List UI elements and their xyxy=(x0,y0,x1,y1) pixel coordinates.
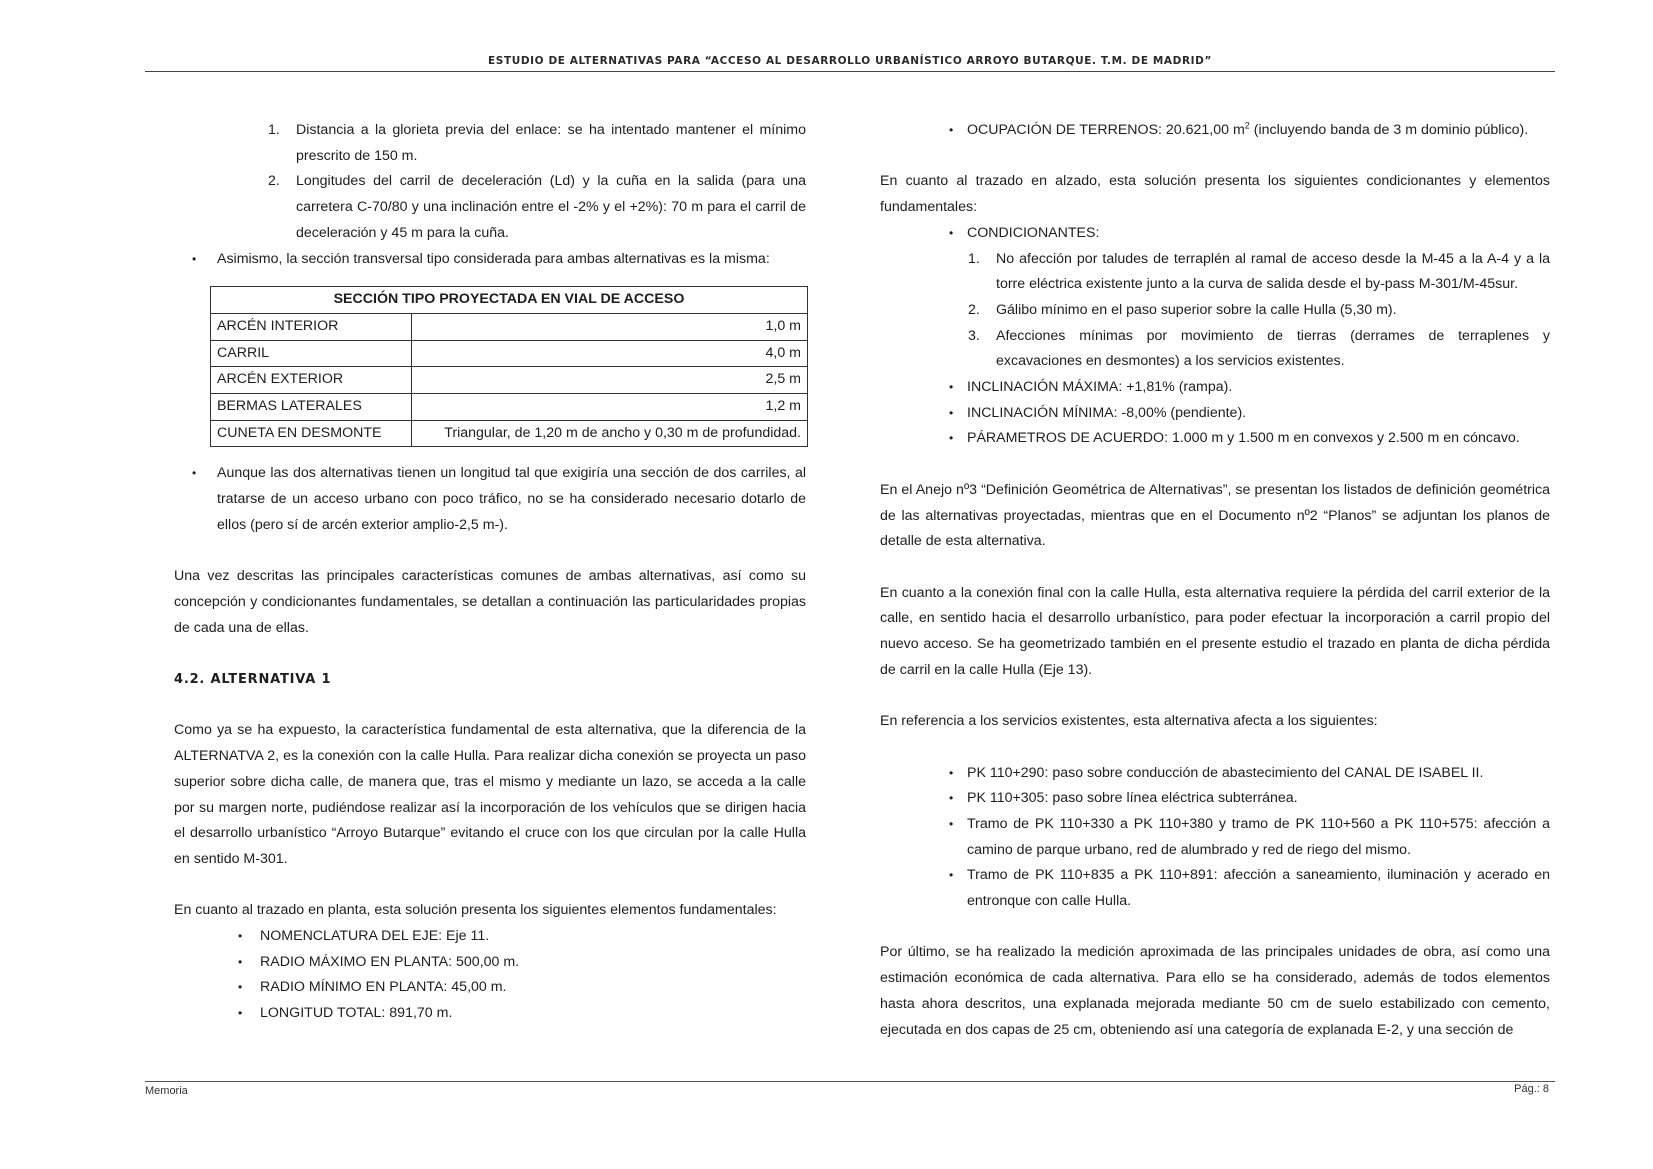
bullet-condicionantes: • CONDICIONANTES: xyxy=(880,221,1550,247)
row-label: BERMAS LATERALES xyxy=(211,394,412,421)
numbered-item xyxy=(880,324,1550,375)
page-header-title: ESTUDIO DE ALTERNATIVAS PARA “ACCESO AL DESARROLLO URBANÍSTICO ARROYO BUTARQUE. T.M. DE MADRID” xyxy=(488,55,1212,67)
footer-section-label: Memoria xyxy=(145,1085,188,1097)
paragraph-ultimo: Por último, se ha realizado la medición aproximada de las principales unidades de obra, así como una estimación económica de cada alternativa. Para ello se ha considerado, además de todos elementos hasta ahora descritos, una explanada mejorada mediante 50 cm de suelo estabilizado con cemento, ejecutada en dos capas de 25 cm, obteniendo así una categoría de explanada E-2, y una sección de xyxy=(880,944,1550,1038)
list-item: • NOMENCLATURA DEL EJE: Eje 11. xyxy=(174,924,806,950)
table-row xyxy=(211,420,808,447)
table-row xyxy=(211,367,808,394)
row-label: CUNETA EN DESMONTE xyxy=(211,420,412,447)
bullet-inclinacion-maxima: • INCLINACIÓN MÁXIMA: +1,81% (rampa). xyxy=(880,375,1550,401)
row-label: CARRIL xyxy=(211,340,412,367)
list-item: • Tramo de PK 110+330 a PK 110+380 y tramo de PK 110+560 a PK 110+575: afección a camino de parque urbano, red de alumbrado y red de riego del mismo. xyxy=(880,812,1550,863)
bullet-seccion: • Asimismo, la sección transversal tipo considerada para ambas alternativas es la misma: xyxy=(174,247,806,273)
bullet-ocupacion xyxy=(880,118,1550,144)
paragraph-alzado: En cuanto al trazado en alzado, esta solución presenta los siguientes condicionantes y elementos fundamentales: xyxy=(880,173,1550,216)
row-label: ARCÉN INTERIOR xyxy=(211,313,412,340)
row-label: ARCÉN EXTERIOR xyxy=(211,367,412,394)
row-value: 1,2 m xyxy=(412,394,808,421)
section-table xyxy=(210,286,808,447)
ocupacion-superscript: 2 xyxy=(1244,120,1250,131)
page-number: Pág.: 8 xyxy=(1514,1083,1549,1095)
right-column xyxy=(880,118,1550,1043)
item-number: 1. xyxy=(968,250,980,267)
list-item: • PK 110+305: paso sobre línea eléctrica subterránea. xyxy=(880,786,1550,812)
paragraph-anejo: En el Anejo nº3 “Definición Geométrica de Alternativas”, se presentan los listados de definición geométrica de las alternativas proyectadas, mientras que en el Documento nº2 “Planos” se adjuntan los planos de detalle de esta alternativa. xyxy=(880,481,1550,550)
item-text: Afecciones mínimas por movimiento de tierras (derrames de terraplenes y excavaciones en desmontes) a los servicios existentes. xyxy=(996,327,1550,370)
ocupacion-text: OCUPACIÓN DE TERRENOS: 20.621,00 m xyxy=(967,122,1245,138)
paragraph-planta: En cuanto al trazado en planta, esta solución presenta los siguientes elementos fundamentales: xyxy=(174,902,777,919)
item-text: Gálibo mínimo en el paso superior sobre la calle Hulla (5,30 m). xyxy=(996,301,1397,318)
bullet-carriles: • Aunque las dos alternativas tienen un longitud tal que exigiría una sección de dos carriles, al tratarse de un acceso urbano con poco tráfico, no se ha considerado necesario dotarlo de ellos (pero sí de arcén exterior amplio-2,5 m-). xyxy=(174,461,806,538)
footer-divider xyxy=(145,1081,1555,1082)
item-text: Longitudes del carril de deceleración (Ld) y la cuña en la salida (para una carretera C-70/80 y una inclinación entre el -2% y el +2%): 70 m para el carril de deceleración y 45 m para la cuña. xyxy=(296,173,806,241)
table-row xyxy=(211,394,808,421)
row-value: Triangular, de 1,20 m de ancho y 0,30 m de profundidad. xyxy=(412,420,808,447)
item-number: 2. xyxy=(268,173,280,190)
numbered-item-1 xyxy=(174,118,806,169)
table-row xyxy=(211,313,808,340)
ocupacion-text-2: (incluyendo banda de 3 m dominio público). xyxy=(1249,122,1529,138)
header-divider xyxy=(145,71,1555,72)
left-column xyxy=(174,118,806,1027)
paragraph-conexion: En cuanto a la conexión final con la calle Hulla, esta alternativa requiere la pérdida del carril exterior de la calle, en sentido hacia el desarrollo urbanístico, para poder efectuar la incorporación a carril propio del nuevo acceso. Se ha geometrizado también en el presente estudio el trazado en planta de dicha pérdida de carril en la calle Hulla (Eje 13). xyxy=(880,584,1550,678)
paragraph-alternativa-1: Como ya se ha expuesto, la característica fundamental de esta alternativa, que la diferencia de la ALTERNATVA 2, es la conexión con la calle Hulla. Para realizar dicha conexión se proyecta un paso superior sobre dicha calle, de manera que, tras el mismo y mediante un lazo, se acceda a la calle por su margen norte, pudiéndose realizar así la incorporación de los vehículos que se dirigen hacia el desarrollo urbanístico “Arroyo Butarque” evitando el cruce con los que circulan por la calle Hulla en sentido M-301. xyxy=(174,722,806,867)
item-text: Distancia a la glorieta previa del enlace: se ha intentado mantener el mínimo prescrito de 150 m. xyxy=(296,122,806,164)
numbered-item xyxy=(880,247,1550,298)
table-row xyxy=(211,340,808,367)
item-text: No afección por taludes de terraplén al ramal de acceso desde la M-45 a la A-4 y a la torre eléctrica existente junto a la curva de salida desde el by-pass M-301/M-45sur. xyxy=(996,250,1550,293)
table-header-row xyxy=(211,287,808,314)
numbered-item-2 xyxy=(174,169,806,246)
item-number: 2. xyxy=(968,301,980,318)
bullet-parametros: • PÁRAMETROS DE ACUERDO: 1.000 m y 1.500 m en convexos y 2.500 m en cóncavo. xyxy=(880,426,1550,452)
list-item: • RADIO MÍNIMO EN PLANTA: 45,00 m. xyxy=(174,975,806,1001)
section-heading: 4.2. ALTERNATIVA 1 xyxy=(174,672,332,688)
row-value: 2,5 m xyxy=(412,367,808,394)
bullet-inclinacion-minima: • INCLINACIÓN MÍNIMA: -8,00% (pendiente). xyxy=(880,401,1550,427)
paragraph-descritas: Una vez descritas las principales características comunes de ambas alternativas, así como su concepción y condicionantes fundamentales, se detallan a continuación las particularidades propias de cada una de ellas. xyxy=(174,568,806,636)
paragraph-servicios: En referencia a los servicios existentes, esta alternativa afecta a los siguientes: xyxy=(880,713,1378,730)
numbered-item xyxy=(880,298,1550,324)
row-value: 4,0 m xyxy=(412,340,808,367)
item-number: 1. xyxy=(268,122,280,138)
list-item: • RADIO MÁXIMO EN PLANTA: 500,00 m. xyxy=(174,950,806,976)
table-title: SECCIÓN TIPO PROYECTADA EN VIAL DE ACCESO xyxy=(211,287,808,314)
list-item: • PK 110+290: paso sobre conducción de abastecimiento del CANAL DE ISABEL II. xyxy=(880,761,1550,787)
item-number: 3. xyxy=(968,327,980,344)
row-value: 1,0 m xyxy=(412,313,808,340)
list-item: • LONGITUD TOTAL: 891,70 m. xyxy=(174,1001,806,1027)
list-item: • Tramo de PK 110+835 a PK 110+891: afección a saneamiento, iluminación y acerado en entronque con calle Hulla. xyxy=(880,863,1550,914)
